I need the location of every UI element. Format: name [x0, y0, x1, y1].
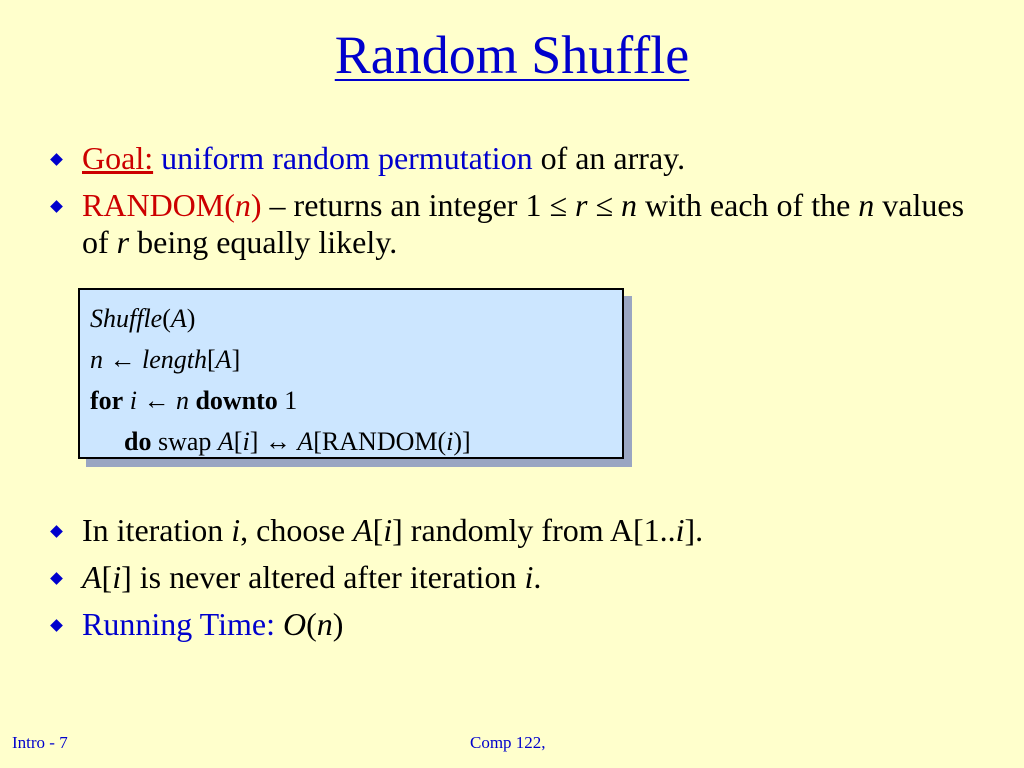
- algorithm-box: [78, 288, 624, 459]
- bracket: [: [233, 427, 243, 456]
- var-n: n: [621, 187, 638, 223]
- paren: (: [162, 304, 171, 333]
- swap-arrow: ] ↔: [249, 427, 298, 456]
- bracket: [: [372, 512, 384, 548]
- var-A: A: [215, 345, 232, 374]
- bullet-running-time: [50, 606, 970, 643]
- random-call: [RANDOM(: [313, 427, 447, 456]
- var-n: n: [858, 187, 875, 223]
- var-A: A: [170, 304, 187, 333]
- var-i: i: [123, 386, 137, 415]
- algo-line-3: [90, 380, 612, 421]
- bracket: )]: [453, 427, 471, 456]
- iter-text: In iteration: [82, 512, 232, 548]
- random-n: n: [234, 187, 251, 223]
- assign-arrow: ←: [136, 386, 176, 415]
- diamond-bullet-icon: [50, 572, 63, 585]
- goal-text: uniform random permutation: [161, 140, 533, 176]
- footer-course: Comp 122,: [470, 733, 546, 752]
- var-i: i: [675, 512, 685, 548]
- literal-one: 1: [277, 386, 298, 415]
- footer-slide-number: Intro - 7: [12, 733, 68, 752]
- diamond-bullet-icon: [50, 619, 63, 632]
- random-desc: ≤: [587, 187, 622, 223]
- running-time-label: Running Time:: [82, 606, 283, 642]
- algo-line-1: [90, 298, 612, 339]
- var-i: i: [383, 512, 393, 548]
- paren: ): [186, 304, 196, 333]
- bullet-goal: [50, 140, 970, 177]
- assign-arrow: ←: [103, 345, 142, 374]
- keyword-downto: downto: [188, 386, 278, 415]
- var-r: r: [575, 187, 588, 223]
- bullet-list-top: [50, 140, 970, 271]
- algo-line-4: [90, 421, 612, 462]
- diamond-bullet-icon: [50, 200, 63, 213]
- random-name: RANDOM(: [82, 187, 235, 223]
- bullet-list-bottom: [50, 512, 970, 653]
- var-i: i: [242, 427, 250, 456]
- var-n: n: [316, 606, 333, 642]
- goal-tail: of an array.: [540, 140, 686, 176]
- var-A: A: [82, 559, 102, 595]
- bullet-iteration: [50, 512, 970, 549]
- iter-text: ] randomly from A[1..: [392, 512, 676, 548]
- big-o: O: [282, 606, 307, 642]
- func-length: length: [142, 345, 207, 374]
- iter-text: ].: [684, 512, 704, 548]
- var-i: i: [231, 512, 241, 548]
- var-A: A: [297, 427, 314, 456]
- var-i: i: [112, 559, 122, 595]
- goal-label: Goal:: [82, 140, 154, 176]
- random-desc: values of: [82, 187, 965, 260]
- iter-text: , choose: [240, 512, 354, 548]
- paren: ): [332, 606, 344, 642]
- keyword-for: for: [90, 386, 124, 415]
- var-n: n: [90, 345, 103, 374]
- var-A: A: [217, 427, 234, 456]
- swap-text: swap: [151, 427, 218, 456]
- random-desc: with each of the: [637, 187, 859, 223]
- bracket: [: [101, 559, 113, 595]
- var-n: n: [175, 386, 189, 415]
- var-r: r: [116, 224, 130, 260]
- bullet-random: [50, 187, 970, 261]
- paren: (: [306, 606, 317, 642]
- var-A: A: [353, 512, 373, 548]
- random-close: ): [250, 187, 262, 223]
- bracket: ]: [231, 345, 241, 374]
- bullet-never-altered: [50, 559, 970, 596]
- diamond-bullet-icon: [50, 525, 63, 538]
- period: .: [533, 559, 542, 595]
- proc-name: Shuffle: [90, 304, 163, 333]
- diamond-bullet-icon: [50, 153, 63, 166]
- random-desc: being equally likely.: [129, 224, 398, 260]
- random-desc: – returns an integer 1 ≤: [261, 187, 576, 223]
- bracket: [: [207, 345, 216, 374]
- algo-line-2: [90, 339, 612, 380]
- var-i: i: [446, 427, 454, 456]
- never-text: ] is never altered after iteration: [121, 559, 525, 595]
- var-i: i: [524, 559, 534, 595]
- slide-title: Random Shuffle: [334, 25, 690, 85]
- keyword-do: do: [124, 427, 152, 456]
